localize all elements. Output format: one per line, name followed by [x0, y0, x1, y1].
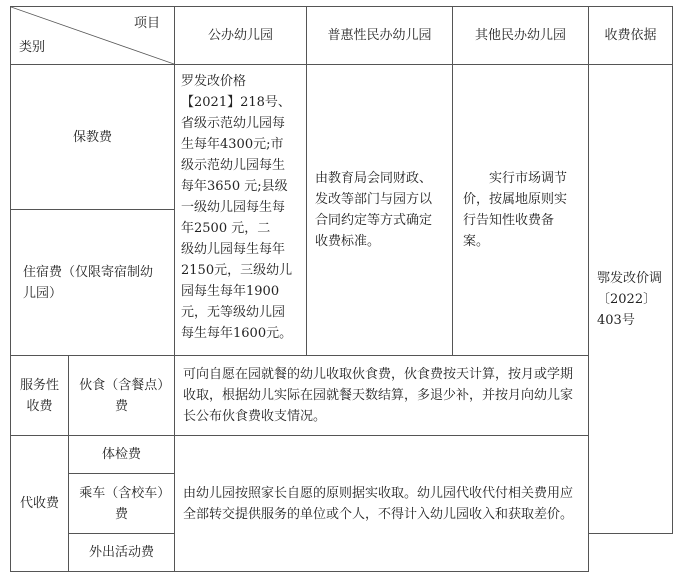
bus-label: 乘车（含校车）费: [69, 474, 175, 534]
header-other: 其他民办幼儿园: [453, 7, 589, 65]
kindergarten-fee-table: [10, 6, 673, 572]
meals-label: 伙食（含餐点）费: [69, 356, 175, 436]
header-public: 公办幼儿园: [175, 7, 307, 65]
agency-description: 由幼儿园按照家长自愿的原则据实收取。幼儿园代收代付相关费用应全部转交提供服务的单位或个人，不得计入幼儿园收入和获取差价。: [175, 436, 589, 572]
inclusive-fee-standard: 由教育局会同财政、发改等部门与园方以合同约定等方式确定收费标准。: [307, 65, 453, 356]
accommodation-label: 住宿费（仅限寄宿制幼儿园）: [11, 210, 175, 356]
public-fee-standard: 罗发改价格 【2021】218号、 省级示范幼儿园每 生每年4300元;市 级示范幼儿园每生 每年3650 元;县级 一级幼儿园每生每 年2500 元，二 级幼儿园每生每年 2150元，三级幼儿 园每生每年1900 元，无等级幼儿园 每生每年1600元。: [175, 65, 307, 356]
row-physical-exam: [11, 436, 673, 474]
other-fee-standard: 实行市场调节价，按属地原则实行告知性收费备案。: [453, 65, 589, 356]
tuition-label: 保教费: [11, 65, 175, 210]
service-fee-group: 服务性收费: [11, 356, 69, 436]
outing-label: 外出活动费: [69, 534, 175, 572]
physical-exam-label: 体检费: [69, 436, 175, 474]
fee-basis: 鄂发改价调〔2022〕403号: [589, 65, 673, 534]
header-row: [11, 7, 673, 65]
meals-description: 可向自愿在园就餐的幼儿收取伙食费，伙食费按天计算，按月或学期收取，根据幼儿实际在园就餐天数结算，多退少补，并按月向幼儿家长公布伙食费收支情况。: [175, 356, 589, 436]
header-inclusive: 普惠性民办幼儿园: [307, 7, 453, 65]
agency-fee-group: 代收费: [11, 436, 69, 572]
header-item-label: 项目: [133, 16, 160, 31]
diagonal-header-cell: [11, 7, 175, 65]
row-tuition: [11, 65, 673, 210]
header-category-label: 类别: [19, 40, 46, 55]
row-meals: [11, 356, 673, 436]
header-basis: 收费依据: [589, 7, 673, 65]
